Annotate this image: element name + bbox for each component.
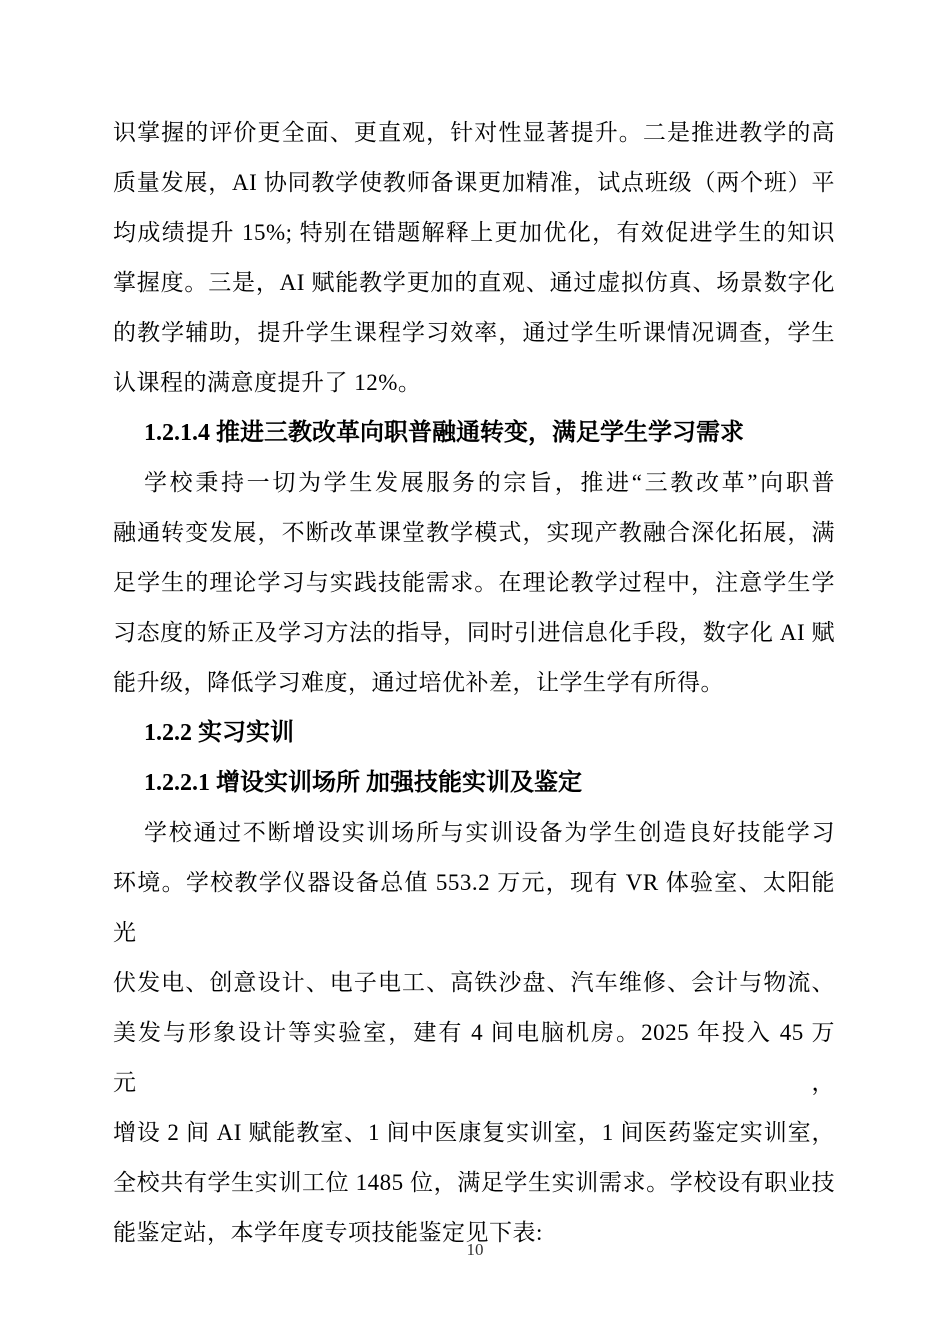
text-line: 美发与形象设计等实验室，建有 4 间电脑机房。2025 年投入 45 万元， xyxy=(113,1020,835,1095)
text-line: 融通转变发展，不断改革课堂教学模式，实现产教融合深化拓展，满 xyxy=(113,520,835,545)
page-number: 10 xyxy=(466,1240,484,1259)
text-line: 能鉴定站，本学年度专项技能鉴定见下表: xyxy=(113,1220,543,1245)
section-heading-1-2-1-4: 1.2.1.4 推进三教改革向职普融通转变，满足学生学习需求 xyxy=(144,420,744,446)
text-line: 掌握度。三是，AI 赋能教学更加的直观、通过虚拟仿真、场景数字化 xyxy=(113,270,835,295)
text-line: 能升级，降低学习难度，通过培优补差，让学生学有所得。 xyxy=(113,670,724,695)
text-line: 环境。学校教学仪器设备总值 553.2 万元，现有 VR 体验室、太阳能光 xyxy=(113,870,835,945)
text-line: 学校通过不断增设实训场所与实训设备为学生创造良好技能学习 xyxy=(144,820,835,845)
text-line: 足学生的理论学习与实践技能需求。在理论教学过程中，注意学生学 xyxy=(113,570,835,595)
text-line: 的教学辅助，提升学生课程学习效率，通过学生听课情况调查，学生 xyxy=(113,320,835,345)
text-line: 识掌握的评价更全面、更直观，针对性显著提升。二是推进教学的高 xyxy=(113,120,835,145)
paragraph xyxy=(113,108,835,408)
text-line: 质量发展，AI 协同教学使教师备课更加精准，试点班级（两个班）平 xyxy=(113,170,835,195)
text-line: 认课程的满意度提升了 12%。 xyxy=(113,370,422,395)
text-line: 习态度的矫正及学习方法的指导，同时引进信息化手段，数字化 AI 赋 xyxy=(113,620,835,645)
paragraph xyxy=(113,458,835,708)
section-heading-1-2-2-1: 1.2.2.1 增设实训场所 加强技能实训及鉴定 xyxy=(144,770,582,796)
text-line: 增设 2 间 AI 赋能教室、1 间中医康复实训室，1 间医药鉴定实训室， xyxy=(113,1120,835,1145)
section-heading-1-2-2: 1.2.2 实习实训 xyxy=(144,720,294,746)
page-content xyxy=(113,108,835,1258)
text-line: 伏发电、创意设计、电子电工、高铁沙盘、汽车维修、会计与物流、 xyxy=(113,970,835,995)
text-line: 均成绩提升 15%; 特别在错题解释上更加优化，有效促进学生的知识 xyxy=(113,220,835,245)
text-line: 学校秉持一切为学生发展服务的宗旨，推进“三教改革”向职普 xyxy=(144,470,835,495)
page-footer xyxy=(0,1240,950,1260)
paragraph xyxy=(113,808,835,1258)
text-line: 全校共有学生实训工位 1485 位，满足学生实训需求。学校设有职业技 xyxy=(113,1170,835,1195)
